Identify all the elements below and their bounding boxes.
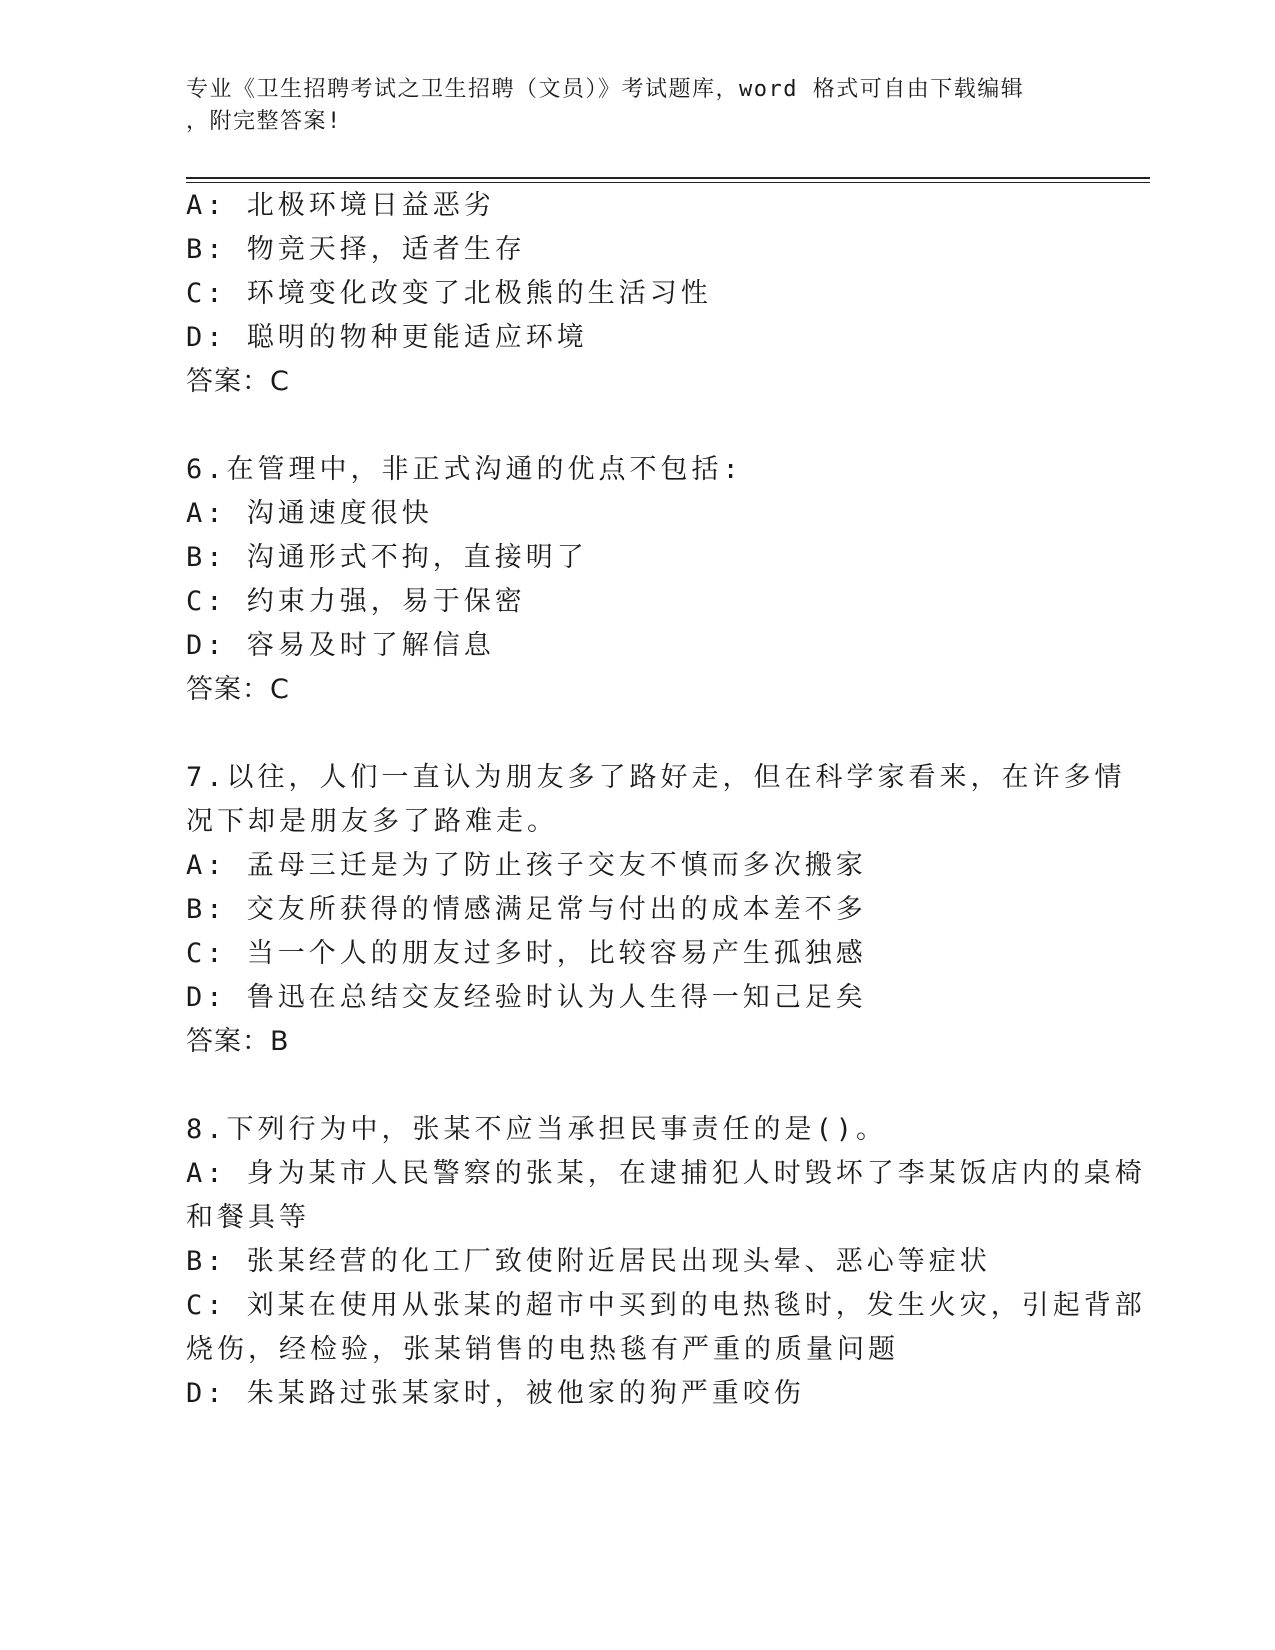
q8-option-c-line-2: 烧伤，经检验，张某销售的电热毯有严重的质量问题 [186, 1334, 899, 1365]
header-divider-thin [186, 182, 1150, 183]
q8-option-c-line-1: C: 刘某在使用从张某的超市中买到的电热毯时，发生火灾，引起背部 [186, 1290, 1146, 1321]
q5-option-b: B: 物竞天择，适者生存 [186, 234, 526, 265]
q6-answer: 答案：C [186, 674, 290, 705]
q7-option-c: C: 当一个人的朋友过多时，比较容易产生孤独感 [186, 938, 867, 969]
document-header [186, 74, 1066, 138]
q5-option-d: D: 聪明的物种更能适应环境 [186, 322, 588, 353]
q6-option-b: B: 沟通形式不拘，直接明了 [186, 542, 588, 573]
q7-answer: 答案：B [186, 1026, 290, 1057]
header-divider-thick [186, 177, 1150, 179]
q7-stem-line-1: 7.以往，人们一直认为朋友多了路好走，但在科学家看来，在许多情 [186, 762, 1126, 793]
q7-option-a: A: 孟母三迁是为了防止孩子交友不慎而多次搬家 [186, 850, 867, 881]
q7-option-b: B: 交友所获得的情感满足常与付出的成本差不多 [186, 894, 867, 925]
header-title-line-2: ，附完整答案! [186, 109, 342, 134]
q5-answer: 答案：C [186, 366, 290, 397]
q7-option-d: D: 鲁迅在总结交友经验时认为人生得一知己足矣 [186, 982, 867, 1013]
q5-option-c: C: 环境变化改变了北极熊的生活习性 [186, 278, 712, 309]
q6-option-a: A: 沟通速度很快 [186, 498, 433, 529]
q8-stem: 8.下列行为中，张某不应当承担民事责任的是()。 [186, 1114, 888, 1145]
q8-option-a-line-2: 和餐具等 [186, 1202, 310, 1233]
q6-option-d: D: 容易及时了解信息 [186, 630, 495, 661]
q5-option-a: A: 北极环境日益恶劣 [186, 190, 495, 221]
q8-option-b: B: 张某经营的化工厂致使附近居民出现头晕、恶心等症状 [186, 1246, 991, 1277]
q8-option-d: D: 朱某路过张某家时，被他家的狗严重咬伤 [186, 1378, 805, 1409]
q7-stem-line-2: 况下却是朋友多了路难走。 [186, 806, 558, 837]
q6-option-c: C: 约束力强，易于保密 [186, 586, 526, 617]
header-title-line-1: 专业《卫生招聘考试之卫生招聘（文员）》考试题库，word 格式可自由下载编辑 [186, 77, 1025, 102]
q8-option-a-line-1: A: 身为某市人民警察的张某，在逮捕犯人时毁坏了李某饭店内的桌椅 [186, 1158, 1146, 1189]
q6-stem: 6.在管理中，非正式沟通的优点不包括: [186, 454, 743, 485]
